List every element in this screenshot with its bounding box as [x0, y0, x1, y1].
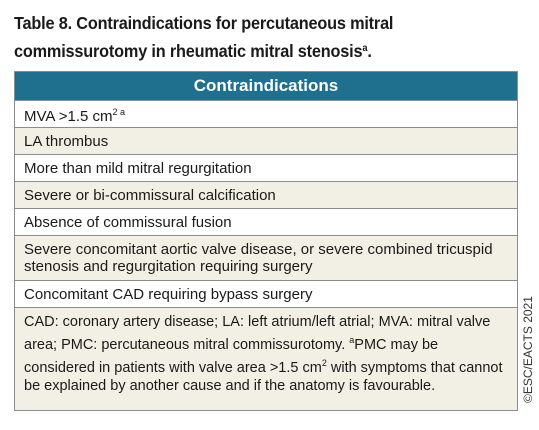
caption-end: .	[367, 41, 372, 61]
table-footnote	[15, 308, 517, 410]
footnote-part3: with symptoms that cannot be explained by another cause and if the anatomy is favourable.	[24, 360, 503, 394]
footnote-part1: CAD: coronary artery disease; LA: left atrium/left atrial; MVA: mitral valve area; PMC: percutaneous mitral commissurotomy.	[24, 314, 491, 353]
copyright-notice: ©ESC/EACTS 2021	[521, 296, 535, 403]
caption-label: Table 8.	[14, 13, 72, 33]
table-row	[15, 281, 517, 308]
table-row	[15, 209, 517, 236]
table-row	[15, 155, 517, 182]
table-row	[15, 128, 517, 155]
table-row	[15, 236, 517, 281]
footnote-sup-a: a	[349, 335, 355, 345]
caption-superscript: a	[362, 43, 368, 54]
row-text: Concomitant CAD requiring bypass surgery	[24, 285, 313, 303]
row-text: Severe concomitant aortic valve disease, or severe combined tricuspid stenosis and regurgitation requiring surgery	[24, 241, 493, 275]
footnote-part2: PMC may be considered in patients with valve area >1.5 cm	[24, 337, 439, 376]
footnote-sup-2: 2	[321, 358, 327, 368]
table-caption	[14, 11, 423, 64]
table-row	[15, 101, 517, 128]
row-text: Absence of commissural fusion	[24, 213, 232, 231]
table-header: Contraindications	[15, 72, 517, 101]
row-text: More than mild mitral regurgitation	[24, 159, 252, 177]
row-text: MVA >1.5 cm	[24, 107, 113, 125]
row-text: Severe or bi-commissural calcification	[24, 186, 276, 204]
caption-text-line2: commissurotomy in rheumatic mitral stenosis	[14, 41, 363, 61]
caption-text-line1: Contraindications for percutaneous mitral	[76, 13, 394, 33]
row-superscript: 2 a	[112, 106, 126, 117]
table-row	[15, 182, 517, 209]
contraindications-table	[14, 71, 518, 411]
row-text: LA thrombus	[24, 132, 109, 150]
